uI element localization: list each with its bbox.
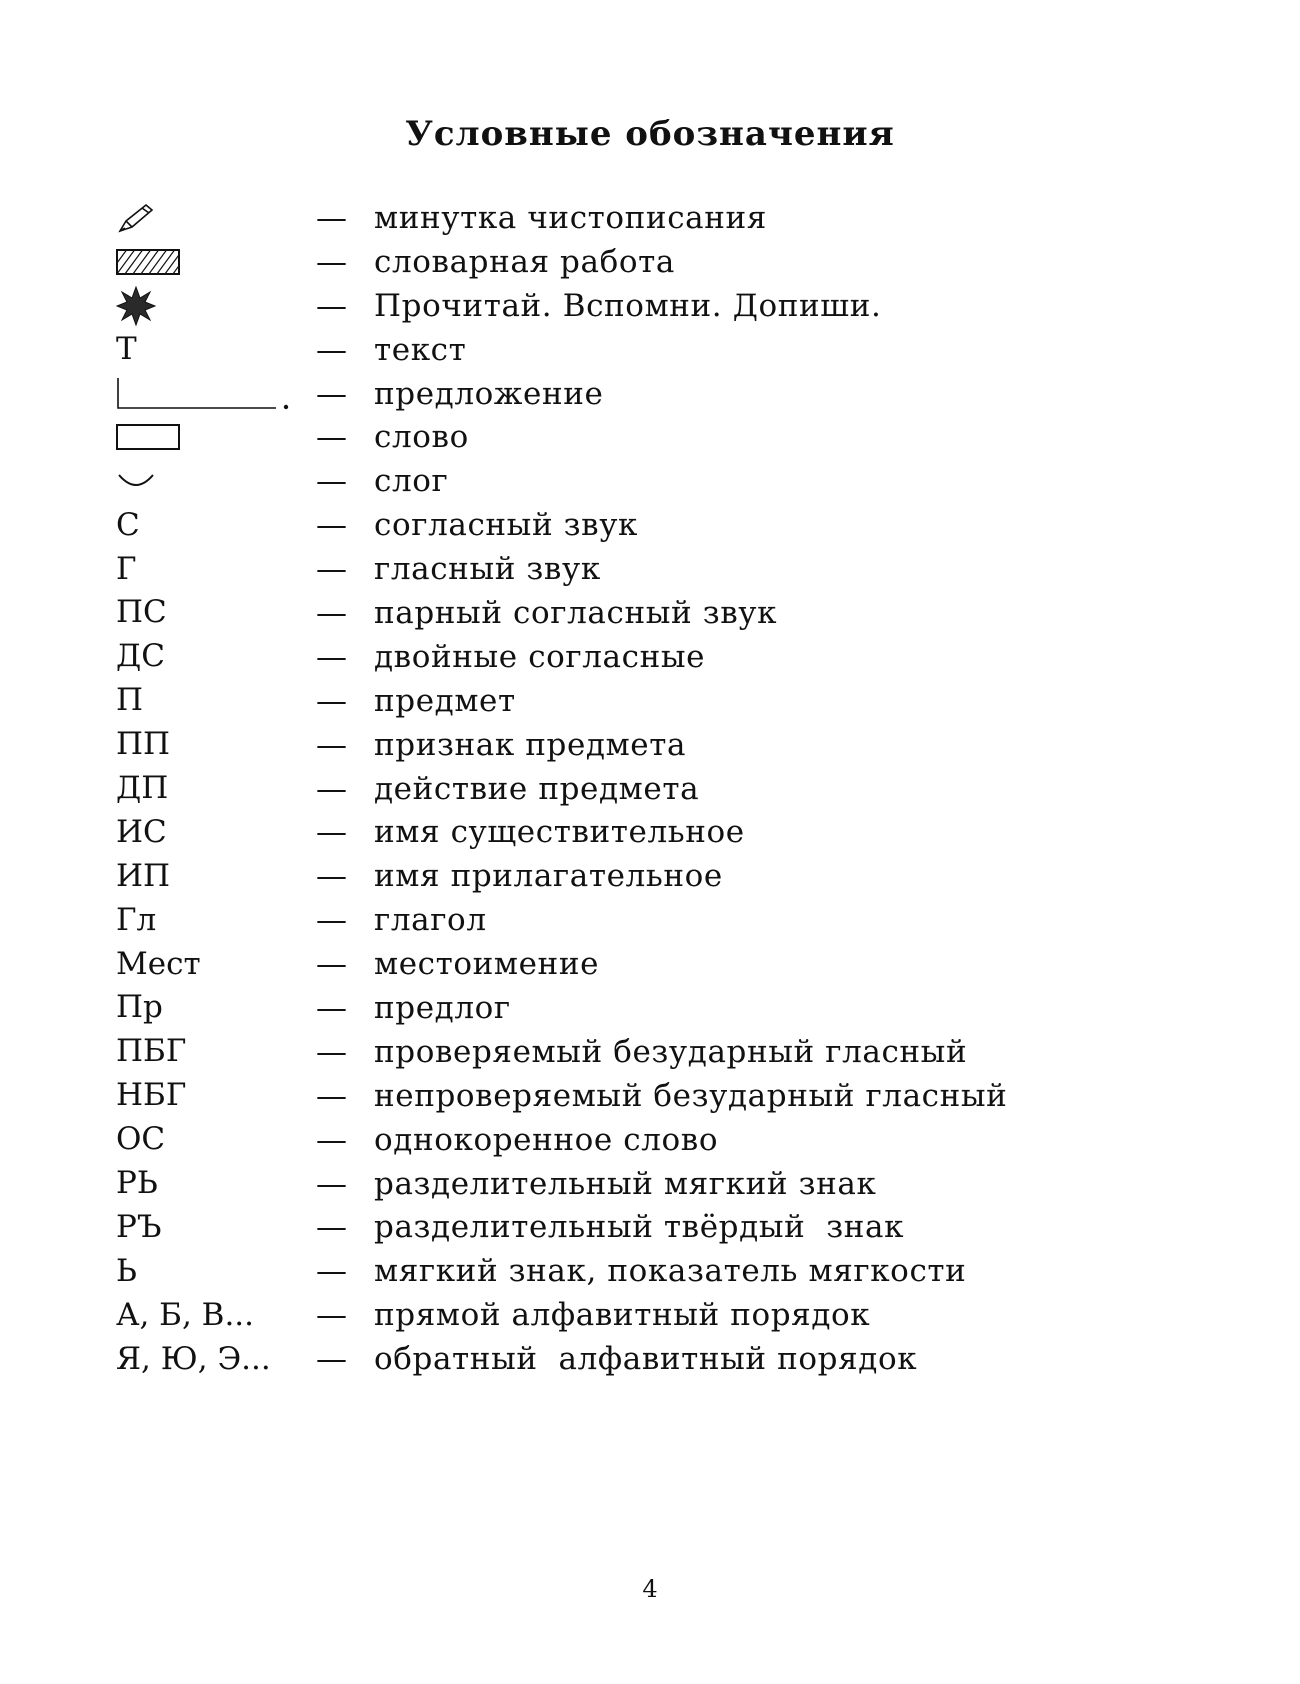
legend-symbol: РЬ xyxy=(116,1165,158,1202)
legend-row xyxy=(116,1249,1116,1293)
legend-symbol: Пр xyxy=(116,989,163,1026)
dash: — xyxy=(316,989,347,1026)
legend-description: прямой алфавитный порядок xyxy=(374,1297,871,1334)
legend-description: гласный звук xyxy=(374,551,601,588)
legend-symbol: Ь xyxy=(116,1252,137,1289)
legend-symbol: Я, Ю, Э... xyxy=(116,1340,271,1377)
legend-description: минутка чистописания xyxy=(374,199,767,236)
dash: — xyxy=(316,419,347,456)
legend-description: однокоренное слово xyxy=(374,1121,719,1158)
legend-description: имя существительное xyxy=(374,814,745,851)
sentence-line-icon xyxy=(116,376,316,412)
dash: — xyxy=(316,199,347,236)
legend-row xyxy=(116,898,1116,942)
legend-description: Прочитай. Вспомни. Допиши. xyxy=(374,287,882,324)
legend-description: проверяемый безударный гласный xyxy=(374,1033,968,1070)
dash: — xyxy=(316,726,347,763)
legend-row xyxy=(116,459,1116,503)
dash: — xyxy=(316,638,347,675)
dash: — xyxy=(316,551,347,588)
dash: — xyxy=(316,858,347,895)
dash: — xyxy=(316,1077,347,1114)
legend-symbol: А, Б, В... xyxy=(116,1296,255,1333)
legend-description: признак предмета xyxy=(374,726,687,763)
legend-row xyxy=(116,942,1116,986)
legend-symbol: Гл xyxy=(116,901,157,938)
dash: — xyxy=(316,1209,347,1246)
dash: — xyxy=(316,1121,347,1158)
legend-row xyxy=(116,1162,1116,1206)
legend-row xyxy=(116,854,1116,898)
legend-symbol: С xyxy=(116,506,140,543)
page-title: Условные обозначения xyxy=(405,114,895,154)
dash: — xyxy=(316,1033,347,1070)
legend-row xyxy=(116,503,1116,547)
legend-symbol: ДС xyxy=(116,638,165,675)
dash: — xyxy=(316,902,347,939)
legend-row xyxy=(116,767,1116,811)
legend-symbol: Мест xyxy=(116,945,201,982)
legend-row xyxy=(116,284,1116,328)
legend-symbol: Т xyxy=(116,331,137,368)
dash: — xyxy=(316,814,347,851)
legend-row xyxy=(116,1205,1116,1249)
legend-row xyxy=(116,415,1116,459)
dash: — xyxy=(316,331,347,368)
legend-symbol: НБГ xyxy=(116,1077,187,1114)
legend-row xyxy=(116,1118,1116,1162)
legend-description: предложение xyxy=(374,375,604,412)
legend-symbol: ИП xyxy=(116,857,171,894)
legend-description: имя прилагательное xyxy=(374,858,723,895)
dash: — xyxy=(316,243,347,280)
legend-description: согласный звук xyxy=(374,507,639,544)
pen-nib-icon xyxy=(116,201,316,235)
legend-description: словарная работа xyxy=(374,243,675,280)
legend-symbol: РЪ xyxy=(116,1208,162,1245)
legend-symbol: ИС xyxy=(116,813,167,850)
legend-description: парный согласный звук xyxy=(374,594,778,631)
dash: — xyxy=(316,507,347,544)
legend-description: действие предмета xyxy=(374,770,700,807)
legend-description: мягкий знак, показатель мягкости xyxy=(374,1253,967,1290)
legend-symbol: ПБГ xyxy=(116,1033,187,1070)
legend-row xyxy=(116,1337,1116,1381)
legend-description: непроверяемый безударный гласный xyxy=(374,1077,1008,1114)
dash: — xyxy=(316,1165,347,1202)
legend-list xyxy=(116,196,1116,1381)
legend-row xyxy=(116,810,1116,854)
dash: — xyxy=(316,1297,347,1334)
dash: — xyxy=(316,1253,347,1290)
legend-row xyxy=(116,635,1116,679)
legend-description: слово xyxy=(374,419,469,456)
dash: — xyxy=(316,682,347,719)
star-burst-icon xyxy=(116,286,316,326)
legend-row xyxy=(116,591,1116,635)
legend-description: предлог xyxy=(374,989,511,1026)
legend-symbol: ПС xyxy=(116,594,167,631)
hatched-rectangle-icon xyxy=(116,248,316,276)
syllable-arc-icon xyxy=(116,469,316,493)
legend-description: разделительный мягкий знак xyxy=(374,1165,877,1202)
legend-row xyxy=(116,328,1116,372)
dash: — xyxy=(316,463,347,500)
legend-row xyxy=(116,1030,1116,1074)
legend-symbol: Г xyxy=(116,550,137,587)
dash: — xyxy=(316,770,347,807)
legend-description: предмет xyxy=(374,682,516,719)
dash: — xyxy=(316,594,347,631)
page-number: 4 xyxy=(642,1575,658,1603)
legend-description: обратный алфавитный порядок xyxy=(374,1341,918,1378)
legend-symbol: ОС xyxy=(116,1121,166,1158)
legend-row xyxy=(116,196,1116,240)
dash: — xyxy=(316,375,347,412)
legend-row xyxy=(116,679,1116,723)
legend-description: разделительный твёрдый знак xyxy=(374,1209,905,1246)
legend-description: двойные согласные xyxy=(374,638,706,675)
dash: — xyxy=(316,287,347,324)
legend-row xyxy=(116,986,1116,1030)
legend-description: слог xyxy=(374,463,449,500)
legend-row xyxy=(116,1293,1116,1337)
dash: — xyxy=(316,1341,347,1378)
legend-description: местоимение xyxy=(374,946,600,983)
legend-row xyxy=(116,1074,1116,1118)
legend-description: текст xyxy=(374,331,467,368)
legend-symbol: ДП xyxy=(116,770,169,807)
empty-rectangle-icon xyxy=(116,423,316,451)
legend-description: глагол xyxy=(374,902,487,939)
legend-row xyxy=(116,547,1116,591)
dash: — xyxy=(316,946,347,983)
legend-symbol: П xyxy=(116,682,144,719)
legend-symbol: ПП xyxy=(116,726,171,763)
legend-row xyxy=(116,723,1116,767)
legend-row xyxy=(116,240,1116,284)
legend-row xyxy=(116,372,1116,416)
